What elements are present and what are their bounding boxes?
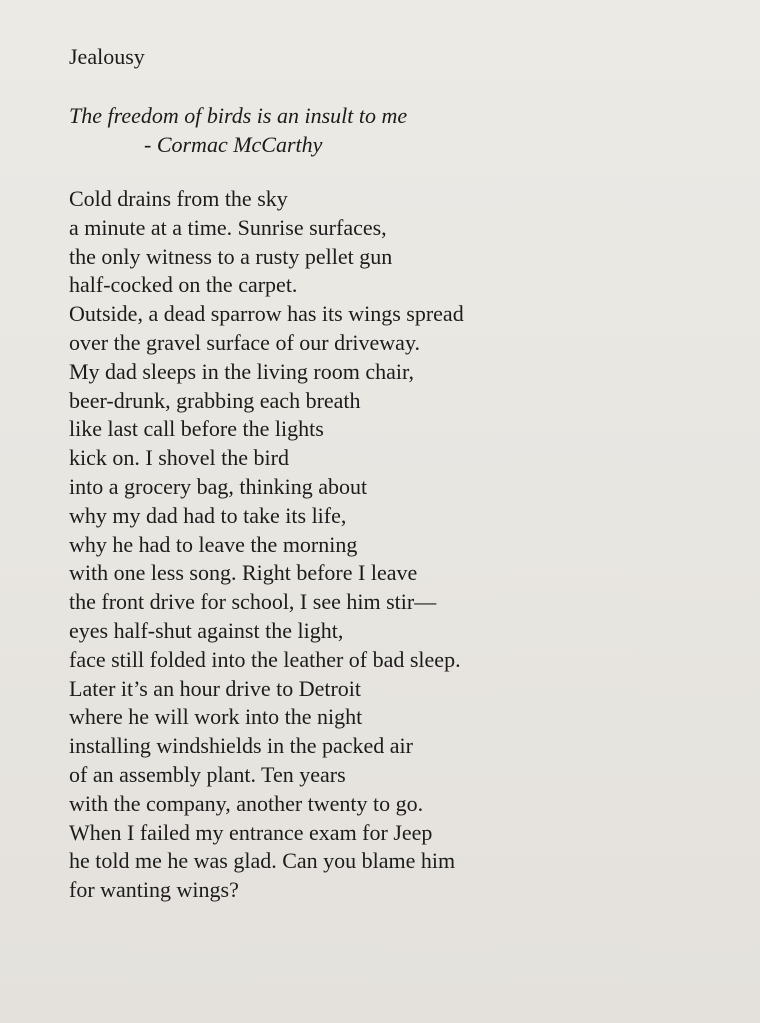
- poem-line: beer-drunk, grabbing each breath: [69, 387, 361, 413]
- poem-line: When I failed my entrance exam for Jeep: [69, 819, 433, 845]
- poem-line: kick on. I shovel the bird: [69, 445, 289, 471]
- poem-line: with the company, another twenty to go.: [69, 790, 424, 816]
- poem-line: why he had to leave the morning: [69, 531, 358, 557]
- epigraph: [69, 101, 407, 159]
- poem-line: half-cocked on the carpet.: [69, 272, 298, 298]
- poem-line: into a grocery bag, thinking about: [69, 473, 368, 499]
- poem-body: [69, 185, 464, 905]
- poem-line: face still folded into the leather of bad sleep.: [69, 646, 461, 672]
- poem-line: Outside, a dead sparrow has its wings spread: [69, 301, 464, 327]
- poem-line: Later it’s an hour drive to Detroit: [69, 675, 362, 701]
- poem-line: with one less song. Right before I leave: [69, 560, 418, 586]
- poem-line: Cold drains from the sky: [69, 186, 288, 211]
- poem-line: My dad sleeps in the living room chair,: [69, 358, 414, 384]
- poem-line: eyes half-shut against the light,: [69, 617, 344, 643]
- poem-line: he told me he was glad. Can you blame him: [69, 848, 456, 874]
- epigraph-quote: The freedom of birds is an insult to me: [69, 103, 408, 128]
- poem-line: why my dad had to take its life,: [69, 502, 347, 528]
- poem-line: a minute at a time. Sunrise surfaces,: [69, 214, 387, 240]
- poem-line: installing windshields in the packed air: [69, 733, 413, 759]
- poem-line: like last call before the lights: [69, 416, 324, 442]
- poem-line: the only witness to a rusty pellet gun: [69, 243, 393, 269]
- poem-line: where he will work into the night: [69, 704, 363, 730]
- poem-title: Jealousy: [69, 44, 145, 69]
- poem-line: the front drive for school, I see him stir—: [69, 589, 437, 615]
- poem-line: for wanting wings?: [69, 877, 239, 903]
- epigraph-attribution: - Cormac McCarthy: [144, 132, 323, 157]
- poem-line: over the gravel surface of our driveway.: [69, 329, 421, 355]
- poem-line: of an assembly plant. Ten years: [69, 761, 346, 787]
